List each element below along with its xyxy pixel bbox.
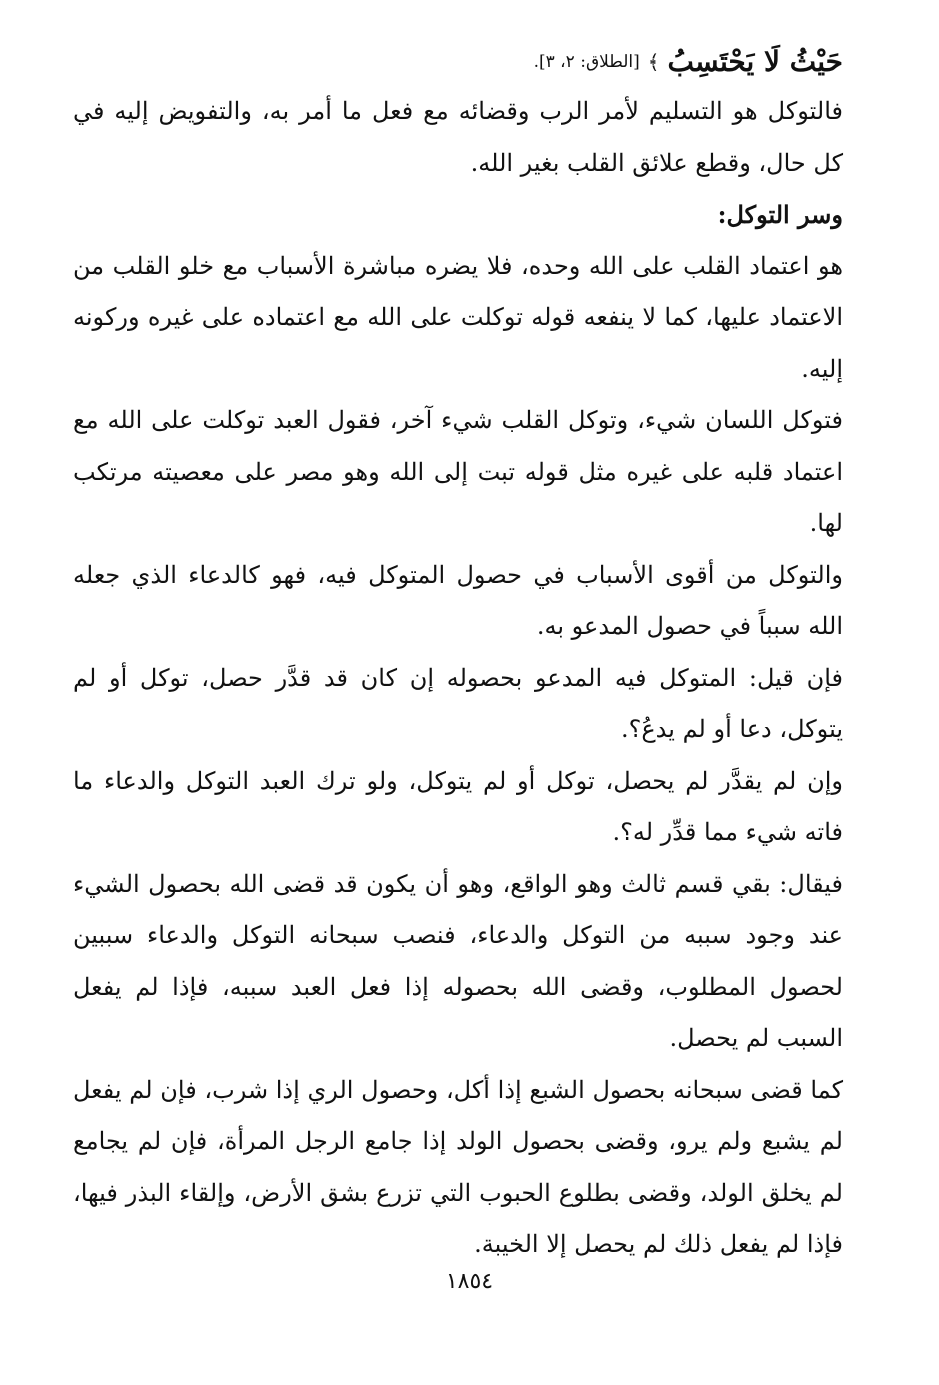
quranic-verse-fragment: حَيْثُ لَا يَحْتَسِبُ xyxy=(667,45,843,78)
main-text xyxy=(73,86,843,1271)
paragraph: والتوكل من أقوى الأسباب في حصول المتوكل فيه، فهو كالدعاء الذي جعله الله سبباً في حصول المدعو به. xyxy=(73,560,843,640)
paragraph: كما قضى سبحانه بحصول الشبع إذا أكل، وحصول الري إذا شرب، فإن لم يفعل لم يشبع ولم يرو، وقضى بحصول الولد إذا جامع الرجل المرأة، فإن لم يجامع لم يخلق الولد، وقضى بطلوع الحبوب التي تزرع بشق الأرض، وإلقاء البذر فيها، فإذا لم يفعل ذلك لم يحصل إلا الخيبة. xyxy=(73,1075,843,1258)
paragraph: فإن قيل: المتوكل فيه المدعو بحصوله إن كان قد قدَّر حصل، توكل أو لم يتوكل، دعا أو لم يدعُ؟. xyxy=(73,663,843,743)
section-heading: وسر التوكل: xyxy=(717,200,843,229)
paragraph: فتوكل اللسان شيء، وتوكل القلب شيء آخر، فقول العبد توكلت على الله مع اعتماد قلبه على غيره مثل قوله تبت إلى الله وهو مصر على معصيته مرتكب لها. xyxy=(73,406,843,537)
verse-reference: [الطلاق: ٢، ٣]. xyxy=(533,52,640,72)
paragraph: فيقال: بقي قسم ثالث وهو الواقع، وهو أن يكون قد قضى الله بحصول الشيء عند وجود سببه من التوكل والدعاء، فنصب سبحانه التوكل والدعاء سببين لحصول المطلوب، وقضى الله بحصوله إذا فعل العبد سببه، فإذا لم يفعل السبب لم يحصل. xyxy=(73,869,843,1052)
paragraph: فالتوكل هو التسليم لأمر الرب وقضائه مع فعل ما أمر به، والتفويض إليه في كل حال، وقطع علائق القلب بغير الله. xyxy=(73,97,844,177)
paragraph: هو اعتماد القلب على الله وحده، فلا يضره مباشرة الأسباب مع خلو القلب من الاعتماد عليها، كما لا ينفعه قوله توكلت على الله مع اعتماده على غيره وركونه إليه. xyxy=(73,251,843,383)
paragraph: وإن لم يقدَّر لم يحصل، توكل أو لم يتوكل، ولو ترك العبد التوكل والدعاء ما فاته شيء مما قدِّر له؟. xyxy=(73,766,843,846)
verse-bracket-ornament: ﴾ xyxy=(647,50,660,74)
verse-continuation-line xyxy=(73,40,843,84)
page-number: ١٨٥٤ xyxy=(445,1269,494,1294)
